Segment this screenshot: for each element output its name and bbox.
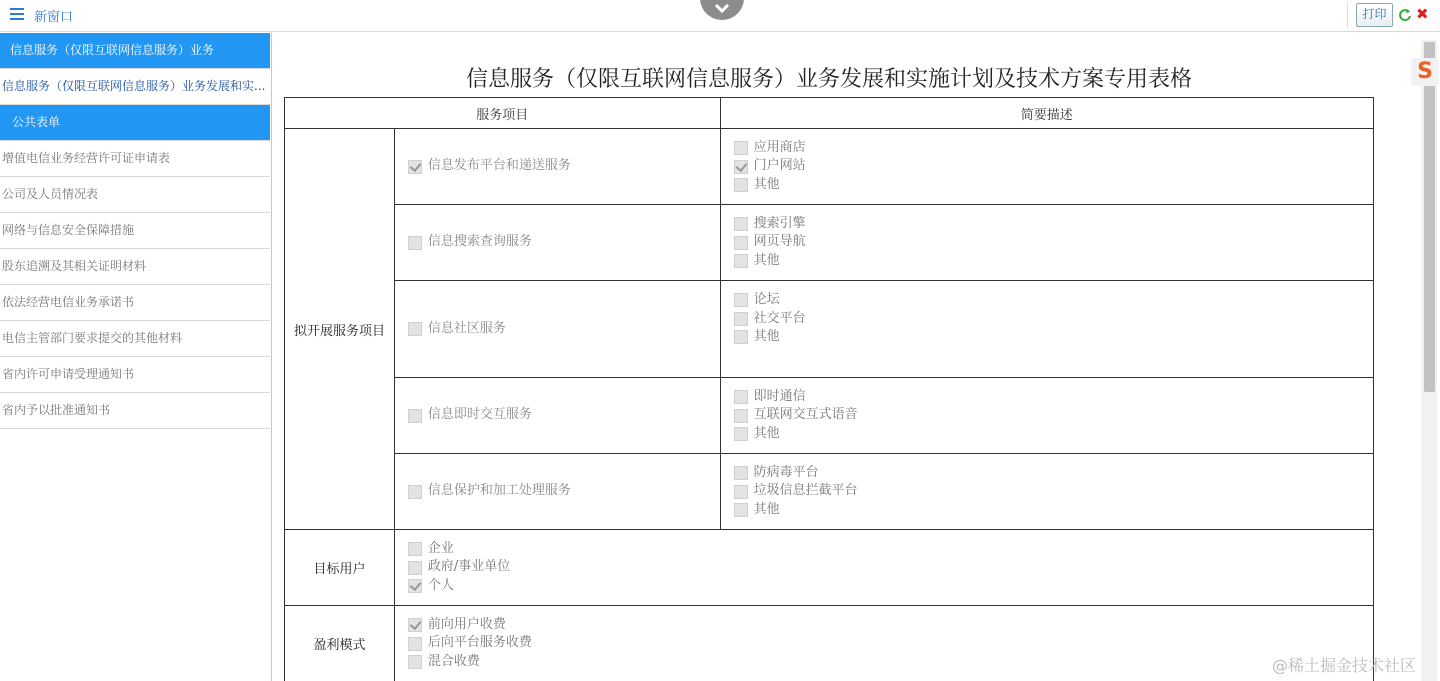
option-row[interactable] xyxy=(734,328,1373,347)
option-label: 门户网站 xyxy=(753,158,806,174)
option-row[interactable] xyxy=(734,139,1373,158)
option-row[interactable] xyxy=(734,291,1373,310)
header-description: 简要描述 xyxy=(720,98,1373,129)
form-panel xyxy=(273,33,1385,681)
service-name: 信息保护和加工处理服务 xyxy=(427,483,571,499)
sidebar-item[interactable]: 省内许可申请受理通知书 xyxy=(0,357,270,393)
option-label: 混合收费 xyxy=(427,653,480,669)
checkbox[interactable] xyxy=(734,427,748,441)
checkbox[interactable] xyxy=(734,178,748,192)
service-checkbox-row[interactable] xyxy=(408,233,720,252)
option-label: 社交平台 xyxy=(753,310,806,326)
service-name: 信息即时交互服务 xyxy=(427,407,532,423)
sidebar-item[interactable]: 省内予以批准通知书 xyxy=(0,393,270,429)
option-row[interactable] xyxy=(734,233,1373,252)
option-label: 其他 xyxy=(753,176,780,192)
watermark: @稀土掘金技术社区 xyxy=(1272,656,1417,675)
chevron-down-icon xyxy=(714,4,730,14)
checkbox[interactable] xyxy=(734,160,748,174)
sidebar xyxy=(0,33,272,681)
checkbox[interactable] xyxy=(734,254,748,268)
refresh-icon[interactable] xyxy=(1398,8,1412,22)
toolbar-divider xyxy=(1347,2,1348,28)
option-label: 互联网交互式语音 xyxy=(753,407,858,423)
page-title: 信息服务（仅限互联网信息服务）业务发展和实施计划及技术方案专用表格 xyxy=(465,67,1192,92)
option-row[interactable] xyxy=(734,501,1373,520)
option-label: 企业 xyxy=(427,540,454,556)
sidebar-item[interactable]: 网络与信息安全保障措施 xyxy=(0,213,270,249)
window-titlebar xyxy=(0,0,1440,32)
window-title: 新窗口 xyxy=(34,10,74,25)
checkbox[interactable] xyxy=(408,409,422,423)
checkbox[interactable] xyxy=(408,485,422,499)
option-label: 即时通信 xyxy=(753,388,806,404)
option-row[interactable] xyxy=(408,558,1373,577)
option-row[interactable] xyxy=(408,653,1373,672)
option-row[interactable] xyxy=(734,406,1373,425)
option-label: 个人 xyxy=(427,577,454,593)
sidebar-item[interactable]: 股东追溯及其相关证明材料 xyxy=(0,249,270,285)
sidebar-item[interactable]: 电信主管部门要求提交的其他材料 xyxy=(0,321,270,357)
sidebar-item[interactable]: 增值电信业务经营许可证申请表 xyxy=(0,141,270,177)
option-row[interactable] xyxy=(734,482,1373,501)
service-checkbox-row[interactable] xyxy=(408,320,720,339)
option-row[interactable] xyxy=(408,616,1373,635)
checkbox[interactable] xyxy=(734,409,748,423)
option-label: 防病毒平台 xyxy=(753,464,819,480)
option-row[interactable] xyxy=(408,577,1373,596)
service-name: 信息搜索查询服务 xyxy=(427,234,532,250)
sidebar-item[interactable]: 依法经营电信业务承诺书 xyxy=(0,285,270,321)
option-row[interactable] xyxy=(734,252,1373,271)
option-label: 前向用户收费 xyxy=(427,616,506,632)
sidebar-item-active[interactable]: 信息服务（仅限互联网信息服务）业务 xyxy=(0,33,270,69)
service-name: 信息社区服务 xyxy=(427,320,506,336)
checkbox[interactable] xyxy=(408,637,422,651)
form-table xyxy=(284,97,1374,681)
checkbox[interactable] xyxy=(408,579,422,593)
checkbox[interactable] xyxy=(734,236,748,250)
option-label: 其他 xyxy=(753,252,780,268)
option-label: 政府/事业单位 xyxy=(427,559,511,575)
sidebar-item-plan[interactable]: 信息服务（仅限互联网信息服务）业务发展和实... xyxy=(0,69,270,105)
checkbox[interactable] xyxy=(408,561,422,575)
service-checkbox-row[interactable] xyxy=(408,482,720,501)
checkbox[interactable] xyxy=(408,542,422,556)
option-label: 搜索引擎 xyxy=(753,215,806,231)
service-name: 信息发布平台和递送服务 xyxy=(427,158,571,174)
checkbox[interactable] xyxy=(408,322,422,336)
sidebar-group-public-forms[interactable]: 公共表单 xyxy=(0,105,270,141)
option-row[interactable] xyxy=(408,540,1373,559)
checkbox[interactable] xyxy=(734,503,748,517)
header-service: 服务项目 xyxy=(285,98,721,129)
option-label: 应用商店 xyxy=(753,139,806,155)
menu-icon[interactable] xyxy=(10,8,24,20)
option-label: 其他 xyxy=(753,501,780,517)
option-row[interactable] xyxy=(734,464,1373,483)
planned-services-label: 拟开展服务项目 xyxy=(285,129,395,530)
checkbox[interactable] xyxy=(734,466,748,480)
checkbox[interactable] xyxy=(408,655,422,669)
option-row[interactable] xyxy=(734,176,1373,195)
option-label: 其他 xyxy=(753,425,780,441)
checkbox[interactable] xyxy=(734,330,748,344)
checkbox[interactable] xyxy=(734,217,748,231)
option-label: 网页导航 xyxy=(753,234,806,250)
option-label: 论坛 xyxy=(753,292,780,307)
sidebar-item[interactable]: 公司及人员情况表 xyxy=(0,177,270,213)
profit-model-label: 盈利模式 xyxy=(285,606,395,681)
service-checkbox-row[interactable] xyxy=(408,406,720,425)
option-row[interactable] xyxy=(734,215,1373,234)
print-button[interactable]: 打印 xyxy=(1356,3,1393,27)
checkbox[interactable] xyxy=(408,236,422,250)
scrollbar-thumb[interactable] xyxy=(1424,42,1435,392)
checkbox[interactable] xyxy=(408,618,422,632)
target-users-label: 目标用户 xyxy=(285,530,395,606)
collapse-toggle[interactable] xyxy=(700,0,744,20)
option-label: 后向平台服务收费 xyxy=(427,635,532,651)
service-checkbox-row[interactable] xyxy=(408,157,720,176)
option-row[interactable] xyxy=(734,157,1373,176)
option-row[interactable] xyxy=(734,425,1373,444)
checkbox[interactable] xyxy=(734,390,748,404)
option-row[interactable] xyxy=(734,310,1373,329)
ime-s-icon[interactable]: S xyxy=(1411,58,1439,86)
option-row[interactable] xyxy=(734,388,1373,407)
option-label: 垃圾信息拦截平台 xyxy=(753,483,858,499)
checkbox[interactable] xyxy=(734,141,748,155)
checkbox[interactable] xyxy=(734,293,748,307)
checkbox[interactable] xyxy=(408,160,422,174)
checkbox[interactable] xyxy=(734,312,748,326)
checkbox[interactable] xyxy=(734,485,748,499)
option-row[interactable] xyxy=(408,634,1373,653)
close-icon[interactable]: ✖ xyxy=(1416,5,1429,23)
option-label: 其他 xyxy=(753,329,780,344)
